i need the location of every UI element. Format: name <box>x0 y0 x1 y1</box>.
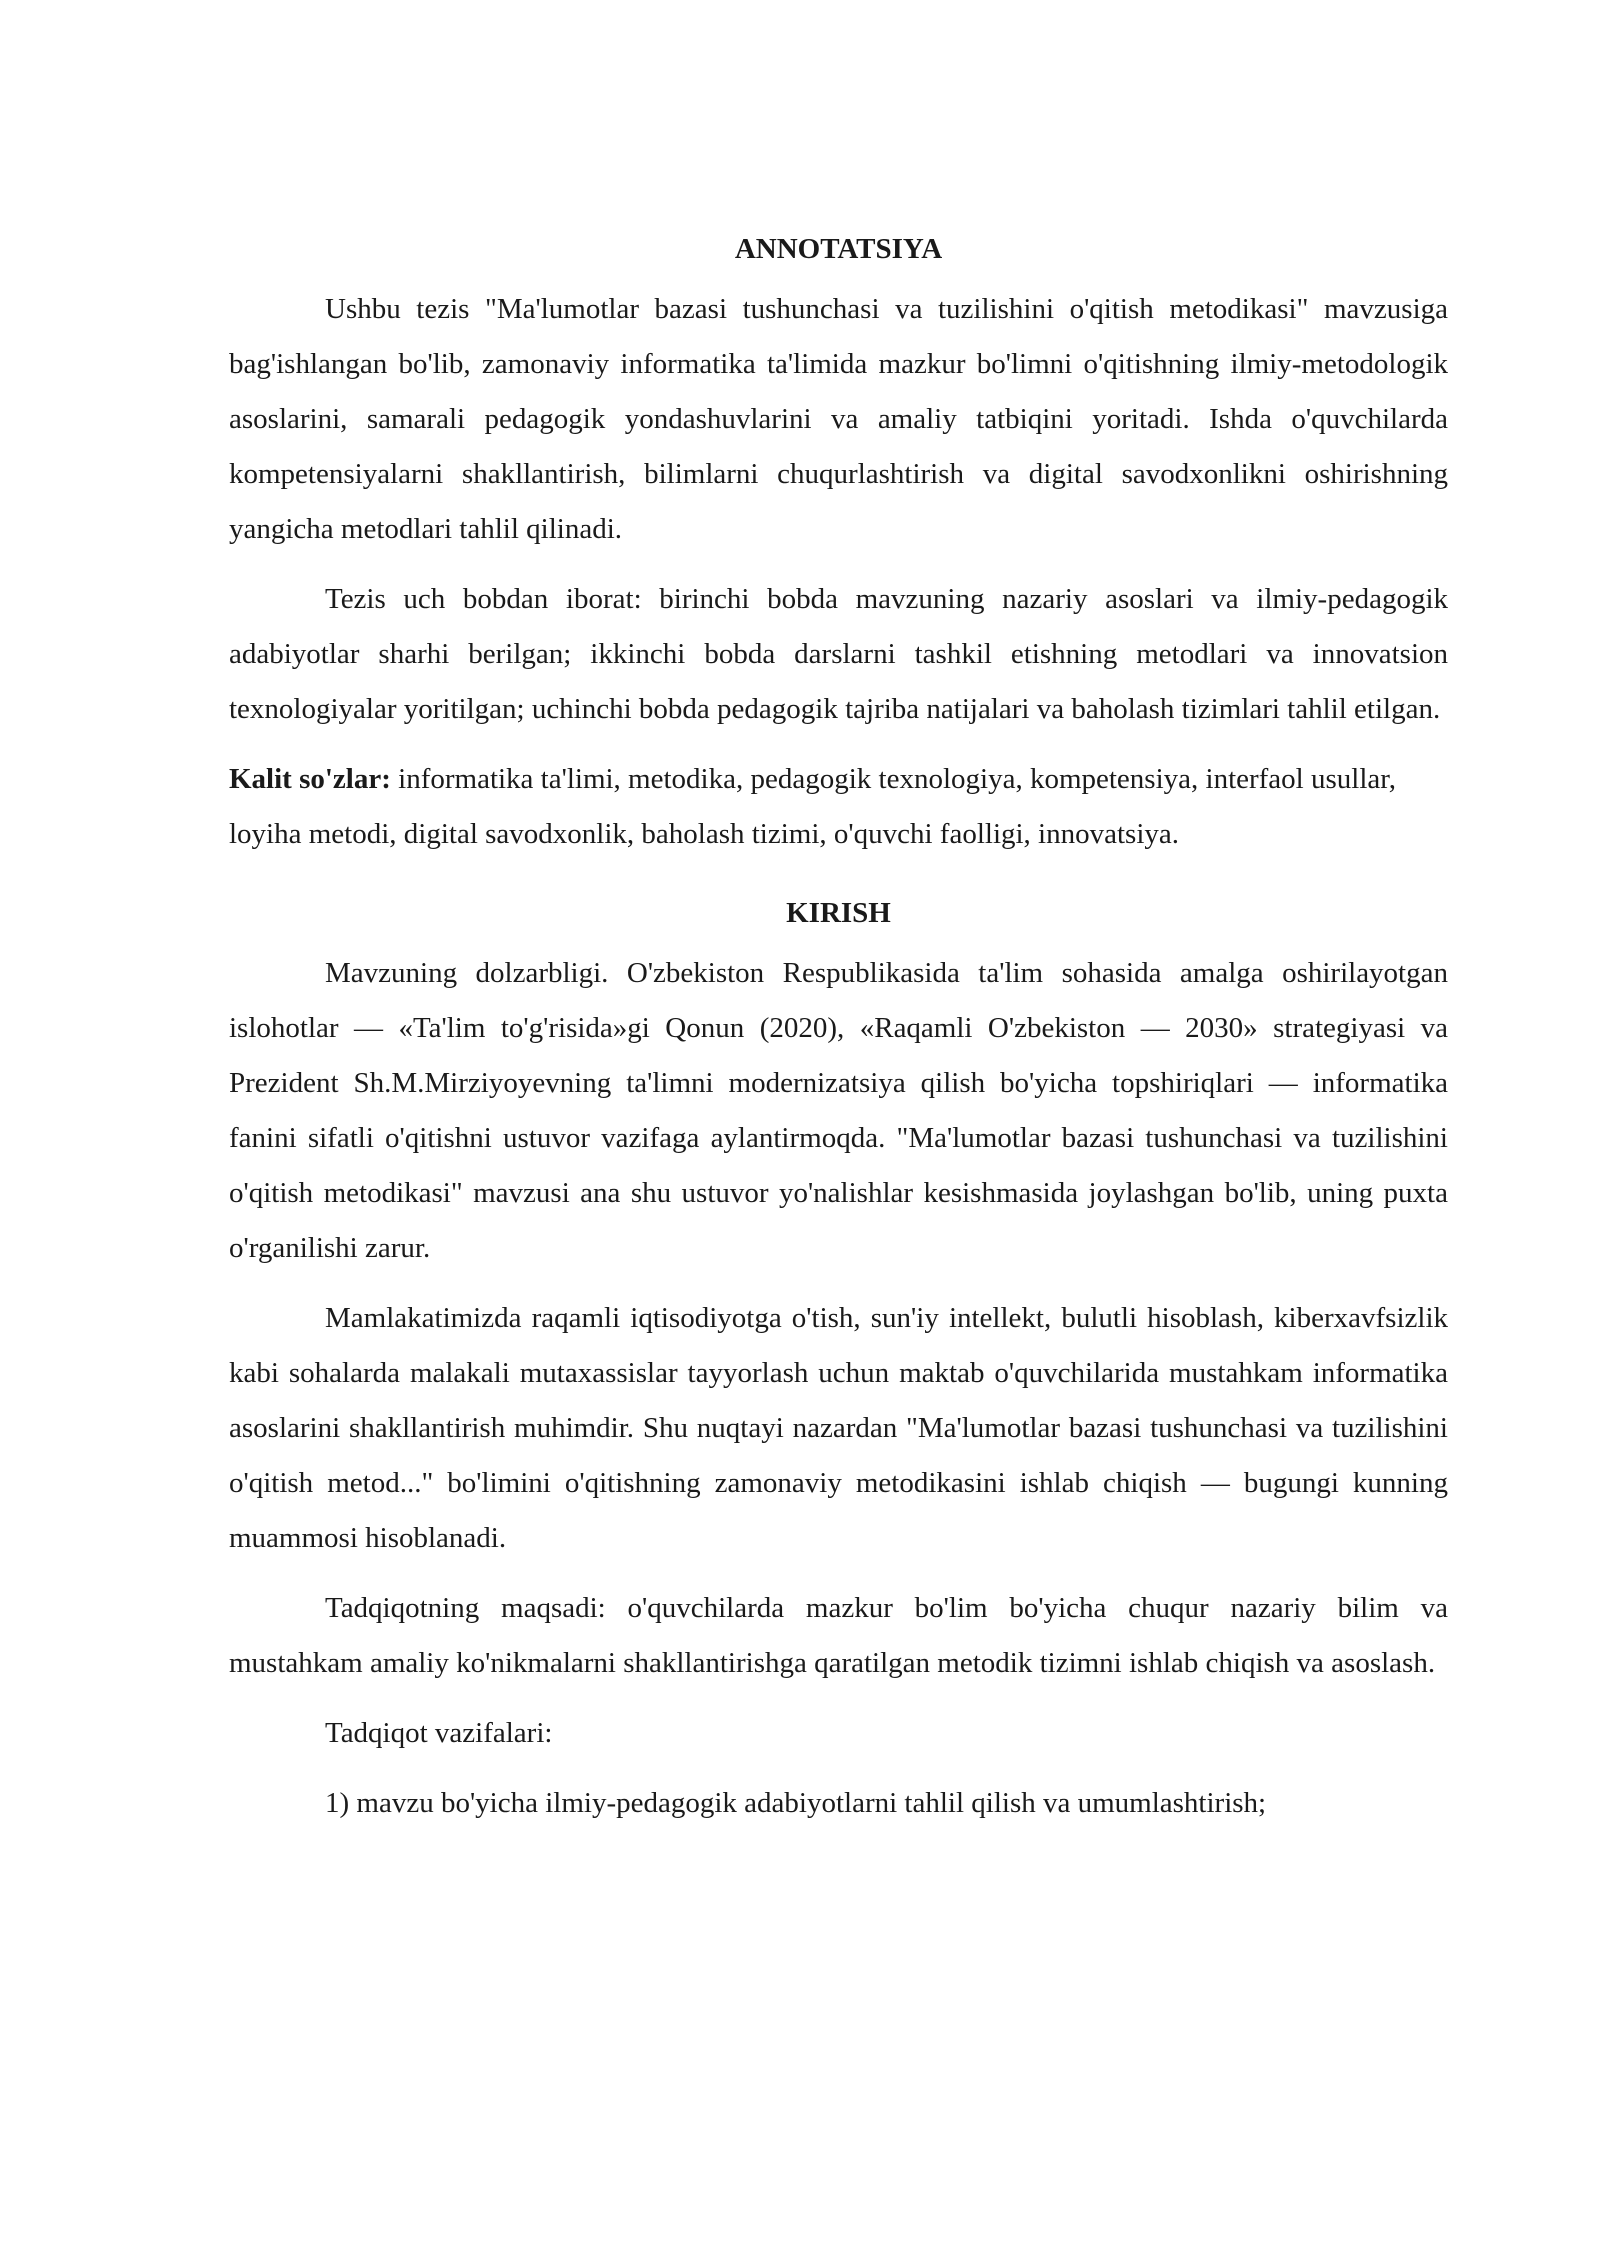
annotation-heading: ANNOTATSIYA <box>734 233 943 265</box>
intro-paragraph-3: Tadqiqotning maqsadi: o'quvchilarda mazkur bo'lim bo'yicha chuqur nazariy bilim va mustahkam amaliy ko'nikmalarni shakllantirishga qaratilgan metodik tizimni ishlab chiqish va asoslash. <box>229 1592 1448 1679</box>
keywords-paragraph <box>229 752 1448 862</box>
tasks-label: Tadqiqot vazifalari: <box>325 1717 553 1749</box>
annotation-paragraph-1: Ushbu tezis "Ma'lumotlar bazasi tushunchasi va tuzilishini o'qitish metodikasi" mavzusiga bag'ishlangan bo'lib, zamonaviy informatika ta'limida mazkur bo'limni o'qitishning ilmiy-metodologik asoslarini, samarali pedagogik yondashuvlarini va amaliy tatbiqini yoritadi. Ishda o'quvchilarda kompetensiyalarni shakllantirish, bilimlarni chuqurlashtirish va digital savodxonlikni oshirishning yangicha metodlari tahlil qilinadi. <box>229 293 1448 545</box>
annotation-paragraph-2: Tezis uch bobdan iborat: birinchi bobda mavzuning nazariy asoslari va ilmiy-pedagogik adabiyotlar sharhi berilgan; ikkinchi bobda darslarni tashkil etishning metodlari va innovatsion texnologiyalar yoritilgan; uchinchi bobda pedagogik tajriba natijalari va baholash tizimlari tahlil etilgan. <box>229 583 1448 725</box>
keywords-text: informatika ta'limi, metodika, pedagogik texnologiya, kompetensiya, interfaol usullar, loyiha metodi, digital savodxonlik, baholash tizimi, o'quvchi faolligi, innovatsiya. <box>229 763 1397 850</box>
keywords-label: Kalit so'zlar: <box>229 763 391 795</box>
intro-heading: KIRISH <box>786 897 891 929</box>
task-item-1: 1) mavzu bo'yicha ilmiy-pedagogik adabiyotlarni tahlil qilish va umumlashtirish; <box>325 1787 1267 1819</box>
intro-paragraph-1: Mavzuning dolzarbligi. O'zbekiston Respublikasida ta'lim sohasida amalga oshirilayotgan islohotlar — «Ta'lim to'g'risida»gi Qonun (2020), «Raqamli O'zbekiston — 2030» strategiyasi va Prezident Sh.M.Mirziyoyevning ta'limni modernizatsiya qilish bo'yicha topshiriqlari — informatika fanini sifatli o'qitishni ustuvor vazifaga aylantirmoqda. "Ma'lumotlar bazasi tushunchasi va tuzilishini o'qitish metodikasi" mavzusi ana shu ustuvor yo'nalishlar kesishmasida joylashgan bo'lib, uning puxta o'rganilishi zarur. <box>229 957 1448 1264</box>
intro-paragraph-2: Mamlakatimizda raqamli iqtisodiyotga o'tish, sun'iy intellekt, bulutli hisoblash, kiberxavfsizlik kabi sohalarda malakali mutaxassislar tayyorlash uchun maktab o'quvchilarida mustahkam informatika asoslarini shakllantirish muhimdir. Shu nuqtayi nazardan "Ma'lumotlar bazasi tushunchasi va tuzilishini o'qitish metod..." bo'limini o'qitishning zamonaviy metodikasini ishlab chiqish — bugungi kunning muammosi hisoblanadi. <box>229 1302 1448 1554</box>
